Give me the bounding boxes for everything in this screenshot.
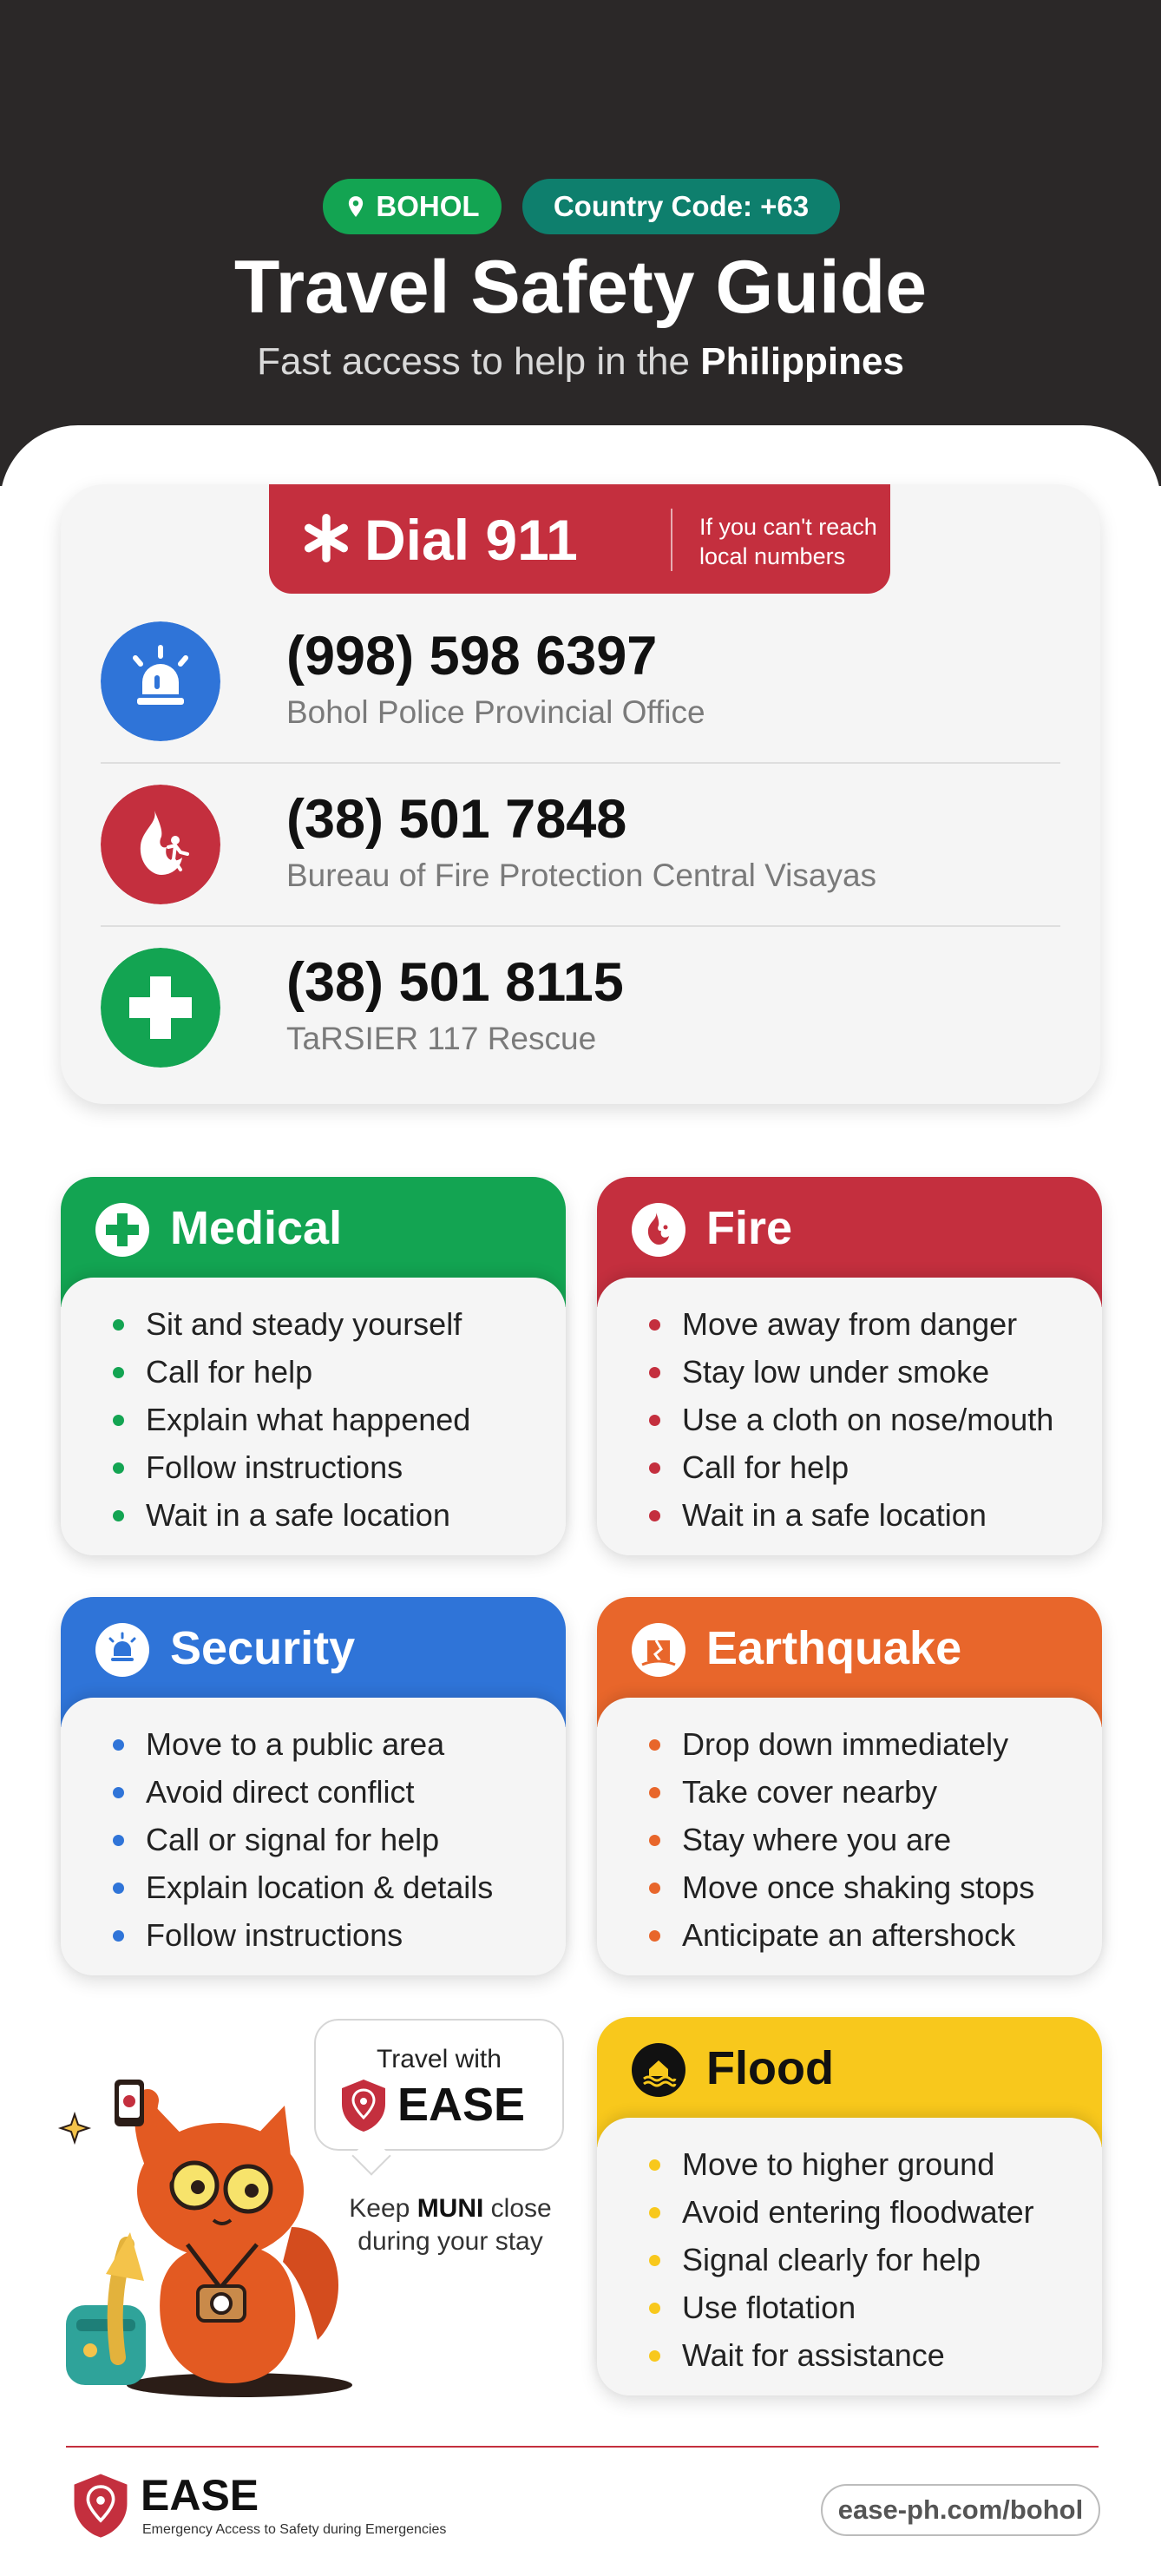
step-text: Use a cloth on nose/mouth (682, 1402, 1054, 1437)
website-link[interactable]: ease-ph.com/bohol (821, 2484, 1100, 2536)
location-badge (323, 179, 502, 234)
travel-with-text: Travel with (377, 2045, 502, 2073)
list-item (113, 1911, 493, 1959)
list-item (113, 1863, 493, 1911)
list-item (649, 1720, 1034, 1768)
guide-card-fire (597, 1177, 1102, 1555)
step-text: Drop down immediately (682, 1726, 1009, 1762)
asterisk-icon (302, 514, 351, 562)
ease-shield-icon (69, 2472, 132, 2540)
step-text: Explain location & details (146, 1870, 494, 1905)
country-code-badge (522, 179, 840, 234)
flood-icon (632, 2043, 685, 2097)
siren-icon (95, 1623, 149, 1677)
steps-list (113, 1720, 493, 1959)
dial-divider (671, 509, 672, 571)
header-band (0, 0, 1161, 486)
list-item (113, 1491, 470, 1539)
fire-icon (632, 1203, 685, 1257)
contact-row-police[interactable] (101, 601, 1060, 764)
guide-card-earthquake (597, 1597, 1102, 1975)
contact-name: Bohol Police Provincial Office (286, 694, 705, 730)
guide-card-medical (61, 1177, 566, 1555)
card-title: Earthquake (706, 1622, 962, 1674)
list-item (649, 1396, 1053, 1443)
medical-cross-icon (101, 948, 220, 1068)
step-text: Move away from danger (682, 1306, 1018, 1342)
step-text: Call for help (146, 1354, 313, 1390)
contact-row-fire[interactable] (101, 764, 1060, 927)
contact-name: TaRSIER 117 Rescue (286, 1021, 597, 1056)
list-item (113, 1816, 493, 1863)
muni-mascot-illustration (57, 2080, 370, 2401)
contact-name: Bureau of Fire Protection Central Visayas (286, 858, 877, 893)
step-text: Call or signal for help (146, 1822, 440, 1857)
list-item (649, 1491, 1053, 1539)
list-item (113, 1348, 470, 1396)
list-item (649, 1816, 1034, 1863)
guide-card-security (61, 1597, 566, 1975)
card-title: Flood (706, 2042, 834, 2094)
step-text: Follow instructions (146, 1917, 403, 1953)
keep-prefix: Keep (349, 2194, 417, 2223)
list-item (649, 1768, 1034, 1816)
footer-tagline: Emergency Access to Safety during Emergencies (142, 2522, 447, 2537)
medical-cross-icon (95, 1203, 149, 1257)
step-text: Wait for assistance (682, 2337, 945, 2373)
siren-icon (101, 621, 220, 741)
page-title: Travel Safety Guide (233, 246, 928, 329)
step-text: Stay where you are (682, 1822, 952, 1857)
list-item (649, 2331, 1034, 2379)
list-item (649, 1443, 1053, 1491)
dial-911-note: If you can't reach local numbers (699, 514, 877, 569)
card-title: Security (170, 1622, 356, 1674)
step-text: Move to a public area (146, 1726, 445, 1762)
subtitle-country: Philippines (700, 340, 904, 383)
step-text: Signal clearly for help (682, 2242, 981, 2277)
card-body (597, 2118, 1102, 2395)
card-body (597, 1698, 1102, 1975)
step-text: Wait in a safe location (682, 1497, 987, 1533)
location-label: BOHOL (376, 190, 480, 222)
steps-list (649, 2140, 1034, 2379)
guide-card-flood (597, 2017, 1102, 2395)
steps-list (649, 1300, 1053, 1539)
card-title: Fire (706, 1202, 793, 1254)
step-text: Avoid entering floodwater (682, 2194, 1034, 2230)
page-subtitle (0, 340, 1161, 384)
contact-number[interactable]: (38) 501 7848 (286, 789, 627, 850)
step-text: Move once shaking stops (682, 1870, 1035, 1905)
list-item (649, 2188, 1034, 2236)
fire-icon (101, 785, 220, 904)
step-text: Stay low under smoke (682, 1354, 990, 1390)
list-item (649, 2140, 1034, 2188)
step-text: Avoid direct conflict (146, 1774, 415, 1810)
list-item (113, 1443, 470, 1491)
country-code-label: Country Code: +63 (553, 190, 810, 222)
footer-brand: EASE (141, 2471, 259, 2520)
steps-list (113, 1300, 470, 1539)
step-text: Move to higher ground (682, 2146, 995, 2182)
mascot-name: MUNI (417, 2194, 484, 2223)
step-text: Wait in a safe location (146, 1497, 450, 1533)
subtitle-text: Fast access to help in the (257, 340, 701, 383)
step-text: Use flotation (682, 2290, 856, 2325)
step-text: Anticipate an aftershock (682, 1917, 1016, 1953)
map-pin-icon (344, 195, 367, 218)
list-item (649, 1300, 1053, 1348)
contact-number[interactable]: (38) 501 8115 (286, 952, 624, 1013)
footer-divider (66, 2446, 1099, 2448)
brand-name: EASE (397, 2079, 526, 2131)
list-item (113, 1768, 493, 1816)
contact-number[interactable]: (998) 598 6397 (286, 626, 658, 687)
card-body (61, 1698, 566, 1975)
list-item (649, 1863, 1034, 1911)
step-text: Explain what happened (146, 1402, 471, 1437)
steps-list (649, 1720, 1034, 1959)
list-item (113, 1396, 470, 1443)
card-body (597, 1278, 1102, 1555)
dial-911-banner[interactable] (269, 484, 890, 594)
contact-row-rescue[interactable] (101, 927, 1060, 1090)
step-text: Follow instructions (146, 1449, 403, 1485)
list-item (113, 1300, 470, 1348)
step-text: Take cover nearby (682, 1774, 938, 1810)
list-item (649, 2284, 1034, 2331)
keep-suffix: close (483, 2194, 552, 2223)
step-text: Sit and steady yourself (146, 1306, 462, 1342)
list-item (649, 2236, 1034, 2284)
step-text: Call for help (682, 1449, 849, 1485)
list-item (649, 1911, 1034, 1959)
earthquake-icon (632, 1623, 685, 1677)
emergency-contacts-card (61, 484, 1100, 1104)
list-item (113, 1720, 493, 1768)
keep-suffix-2: during your stay (357, 2227, 543, 2256)
card-body (61, 1278, 566, 1555)
card-title: Medical (170, 1202, 343, 1254)
list-item (649, 1348, 1053, 1396)
dial-911-label: Dial 911 (364, 508, 578, 572)
